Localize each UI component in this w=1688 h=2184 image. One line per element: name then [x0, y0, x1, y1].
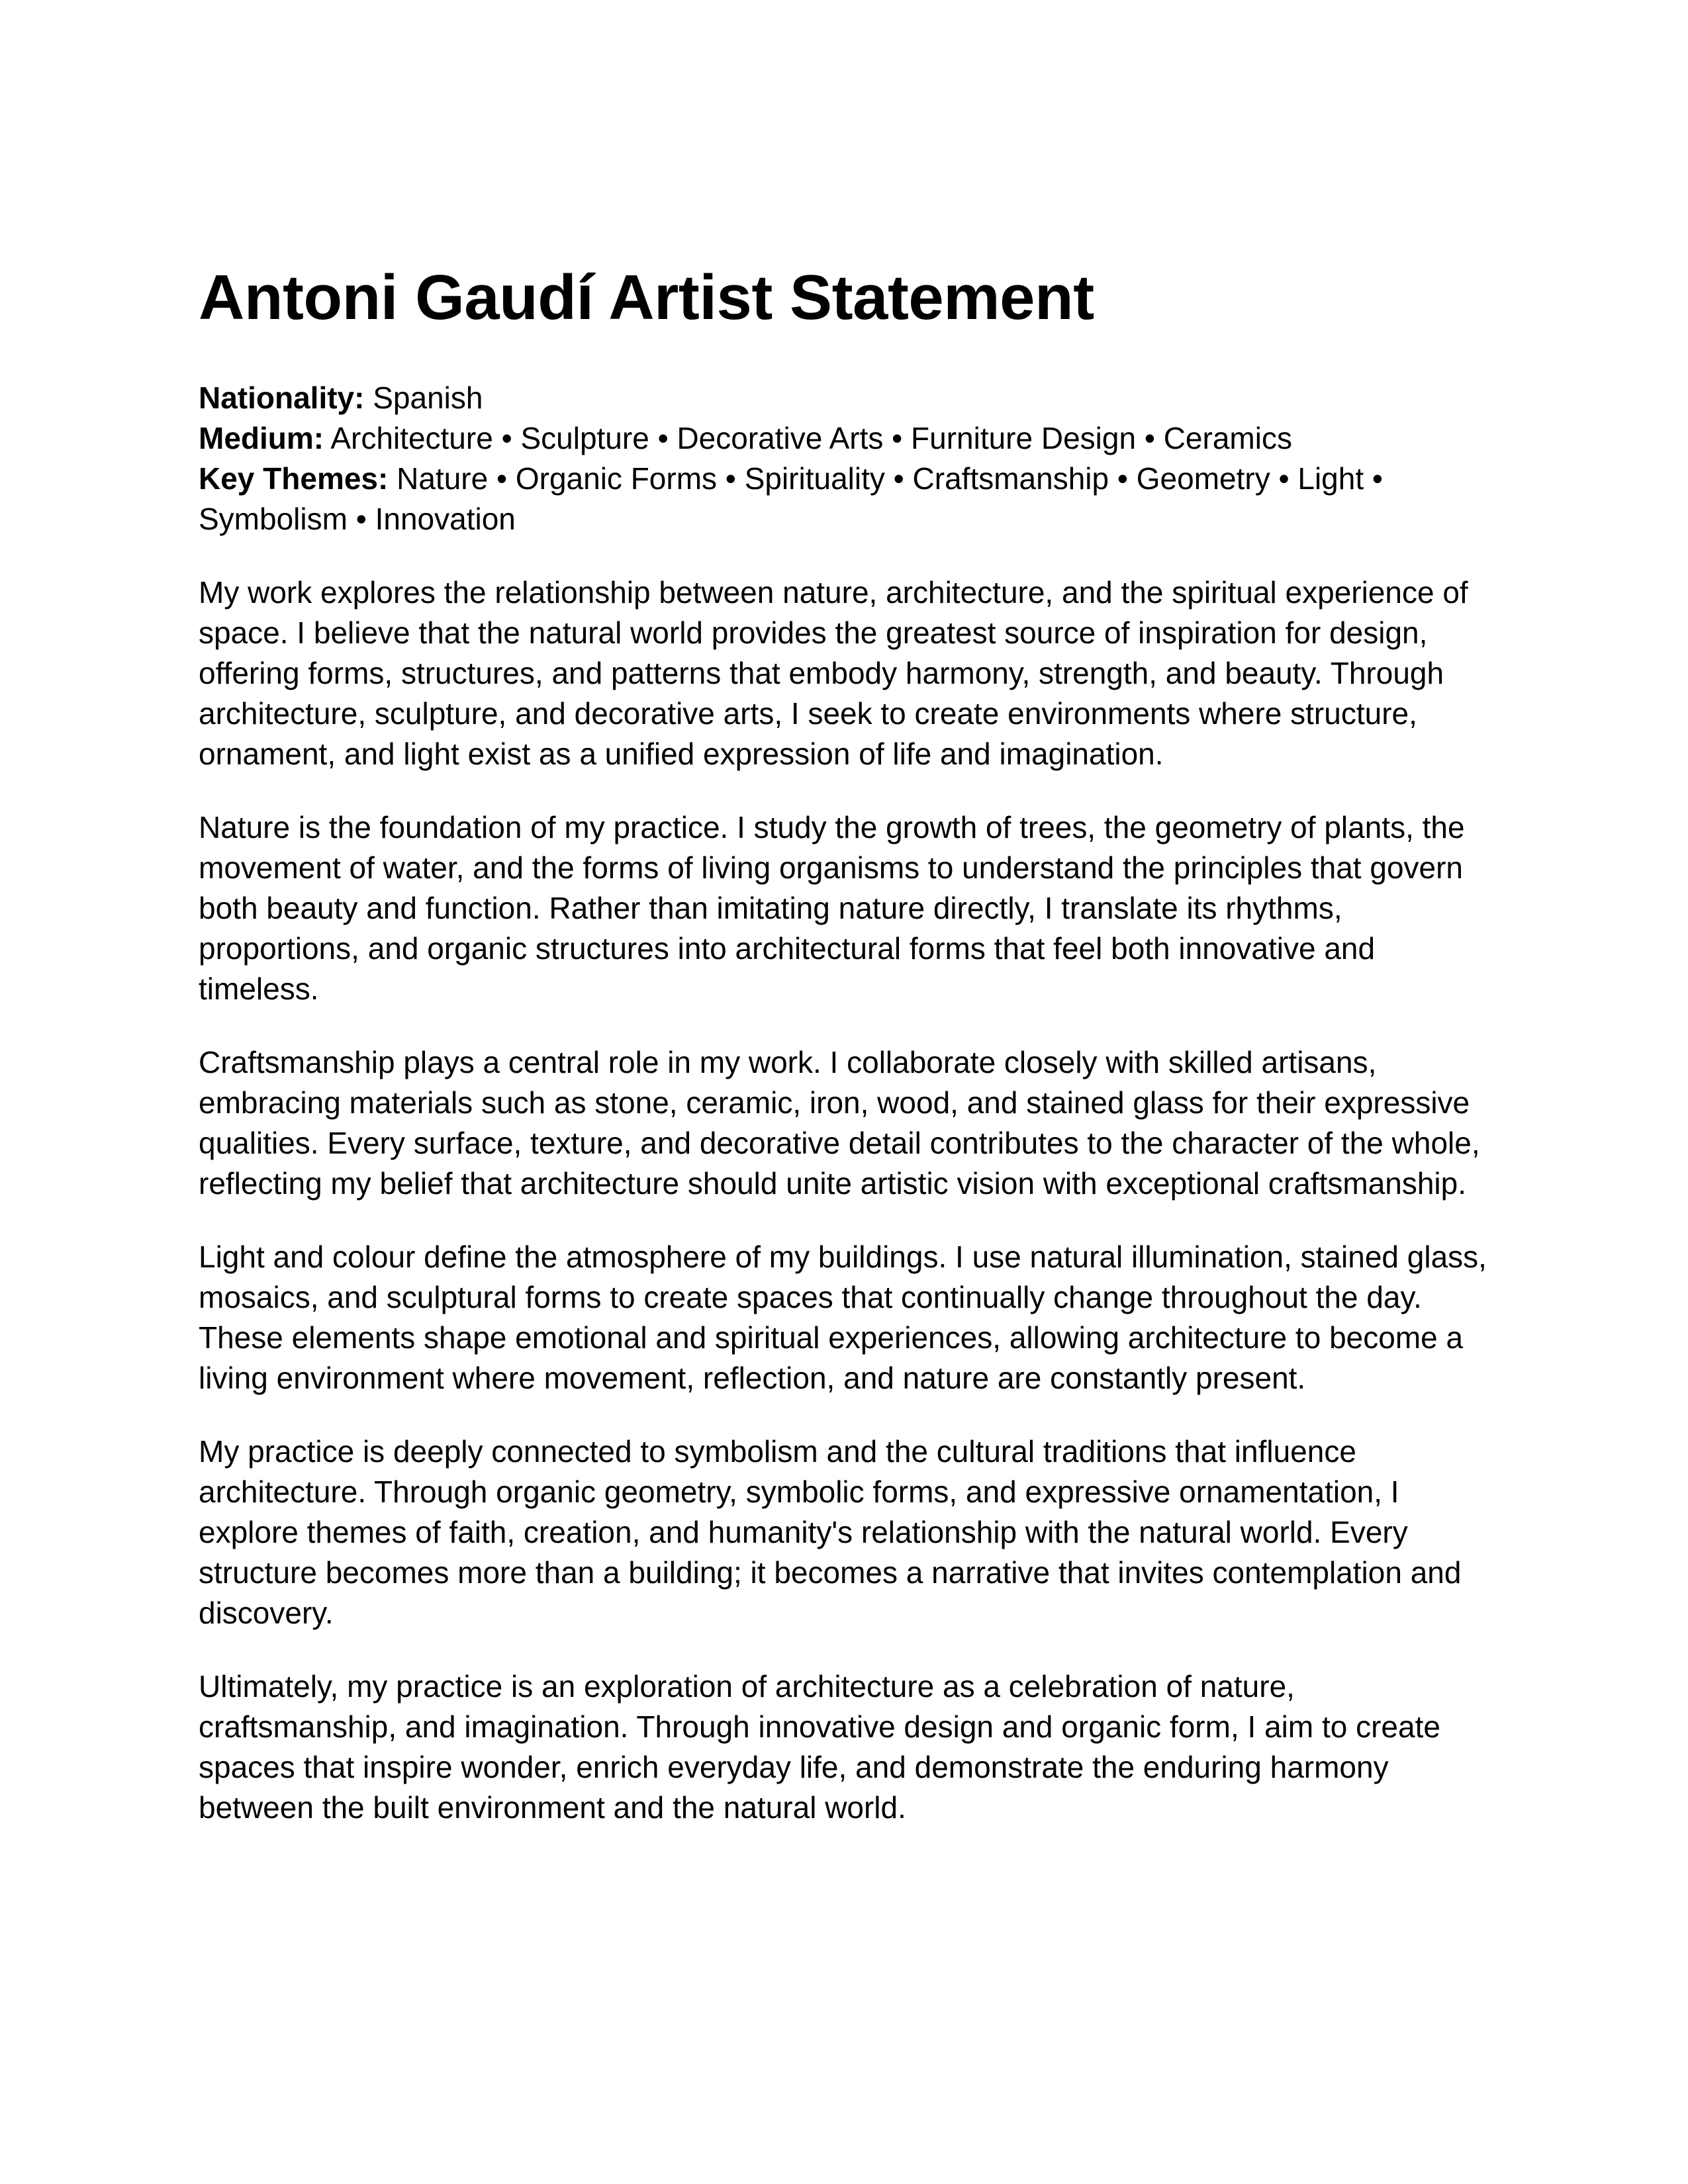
meta-value: Spanish [373, 381, 483, 416]
paragraph-5: My practice is deeply connected to symbolism and the cultural traditions that influence architecture. Through organic geometry, symbolic forms, and expressive ornamentation, I explore themes of faith, creation, and humanity's relationship with the natural world. Every structure becomes more than a building; it becomes a narrative that invites contemplation and discovery. [199, 1434, 1462, 1631]
paragraph-4: Light and colour define the atmosphere of my buildings. I use natural illumination, stained glass, mosaics, and sculptural forms to create spaces that continually change throughout the day. These elements shape emotional and spiritual experiences, allowing architecture to become a living environment where movement, reflection, and nature are constantly present. [199, 1240, 1487, 1396]
meta-label: Key Themes: [199, 461, 389, 496]
meta-medium [199, 418, 1489, 459]
document-title: Antoni Gaudí Artist Statement [199, 262, 1094, 333]
meta-label: Medium: [199, 421, 324, 456]
artist-meta [199, 378, 1489, 539]
paragraph-2: Nature is the foundation of my practice. I study the growth of trees, the geometry of plants, the movement of water, and the forms of living organisms to understand the principles that govern both beauty and function. Rather than imitating nature directly, I translate its rhythms, proportions, and organic structures into architectural forms that feel both innovative and timeless. [199, 810, 1465, 1007]
meta-value: Architecture • Sculpture • Decorative Arts • Furniture Design • Ceramics [330, 421, 1292, 456]
paragraph-6: Ultimately, my practice is an exploration of architecture as a celebration of nature, craftsmanship, and imagination. Through innovative design and organic form, I aim to create spaces that inspire wonder, enrich everyday life, and demonstrate the enduring harmony between the built environment and the natural world. [199, 1669, 1440, 1825]
meta-nationality [199, 378, 1489, 418]
meta-label: Nationality: [199, 381, 365, 416]
paragraph-1: My work explores the relationship between nature, architecture, and the spiritual experience of space. I believe that the natural world provides the greatest source of inspiration for design, offering forms, structures, and patterns that embody harmony, strength, and beauty. Through architecture, sculpture, and decorative arts, I seek to create environments where structure, ornament, and light exist as a unified expression of life and imagination. [199, 575, 1468, 772]
meta-value: Nature • Organic Forms • Spirituality • Craftsmanship • Geometry • Light • Symbolism • Innovation [199, 461, 1383, 537]
meta-key-themes [199, 459, 1489, 539]
paragraph-3: Craftsmanship plays a central role in my work. I collaborate closely with skilled artisans, embracing materials such as stone, ceramic, iron, wood, and stained glass for their expressive qualities. Every surface, texture, and decorative detail contributes to the character of the whole, reflecting my belief that architecture should unite artistic vision with exceptional craftsmanship. [199, 1045, 1480, 1201]
document-page [199, 261, 1489, 1828]
